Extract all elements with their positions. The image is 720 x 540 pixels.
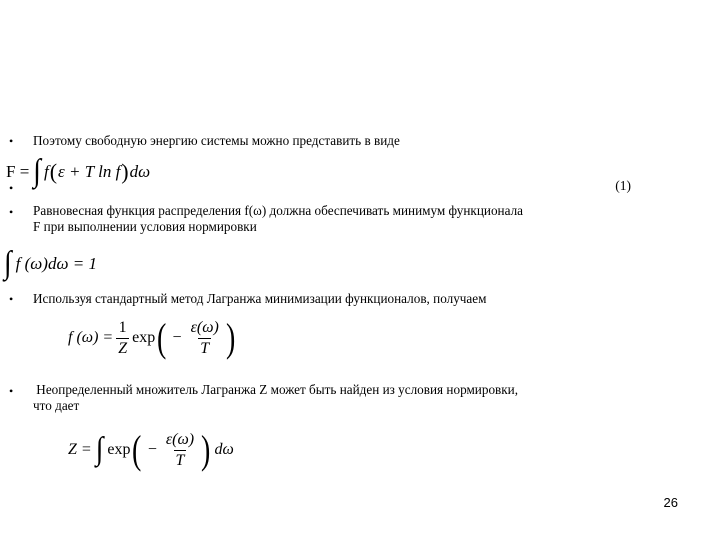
bullet-marker: •	[9, 134, 14, 148]
eq3-numerator: 1	[118, 318, 127, 336]
bullet-marker: •	[9, 181, 14, 195]
eq3-sign: −	[172, 329, 182, 346]
eq3-open-paren: (	[157, 315, 167, 360]
eq1-body: ε + T ln f	[58, 162, 121, 181]
eq4-sign: −	[147, 441, 157, 458]
eq4-inner-fraction	[164, 431, 196, 470]
eq4-tail: dω	[214, 441, 234, 458]
equation-free-energy	[6, 153, 151, 190]
text-lagrange-multiplier: Неопределенный множитель Лагранжа Z может быть найден из условия нормировки, что дает	[33, 382, 519, 413]
equation-normalization	[4, 245, 97, 282]
eq3-lhs: f (ω) =	[68, 329, 114, 346]
equation-number: (1)	[615, 178, 631, 193]
bullet-marker: •	[9, 205, 14, 219]
eq3-exp: exp	[132, 329, 156, 346]
eq3-inner-numerator: ε(ω)	[190, 318, 219, 336]
eq4-open-paren: (	[132, 427, 142, 472]
eq3-inner-denominator: T	[200, 339, 210, 357]
eq3-close-paren: )	[225, 315, 236, 360]
eq1-tail: dω	[129, 162, 151, 181]
eq3-fraction	[116, 319, 129, 358]
eq1-open-paren: (	[49, 159, 58, 184]
equation-distribution	[68, 315, 237, 360]
eq3-inner-fraction	[189, 319, 221, 358]
eq1-close-paren: )	[121, 159, 129, 184]
eq4-close-paren: )	[201, 427, 211, 472]
eq1-f: f	[43, 162, 49, 181]
integral-sign: ∫	[4, 245, 12, 282]
text-free-energy-intro: Поэтому свободную энергию системы можно представить в виде	[33, 133, 400, 148]
text-equilibrium-distribution: Равновесная функция распределения f(ω) должна обеспечивать минимум функционала F при выполнении условия нормировки	[33, 203, 524, 234]
integral-sign: ∫	[95, 431, 104, 468]
eq4-inner-denominator: T	[175, 451, 185, 469]
text-lagrange-method: Используя стандартный метод Лагранжа минимизации функционалов, получаем	[33, 291, 487, 306]
eq1-lhs: F =	[6, 162, 30, 181]
bullet-marker: •	[9, 292, 14, 306]
eq4-lhs: Z =	[68, 441, 92, 458]
equation-partition	[68, 427, 234, 472]
page-number: 26	[663, 495, 678, 510]
eq4-exp: exp	[107, 441, 131, 458]
eq2-body: f (ω)dω = 1	[15, 254, 97, 273]
bullet-marker: •	[9, 384, 14, 398]
eq3-denominator: Z	[118, 339, 128, 357]
integral-sign: ∫	[33, 153, 41, 190]
eq4-inner-numerator: ε(ω)	[165, 430, 195, 448]
